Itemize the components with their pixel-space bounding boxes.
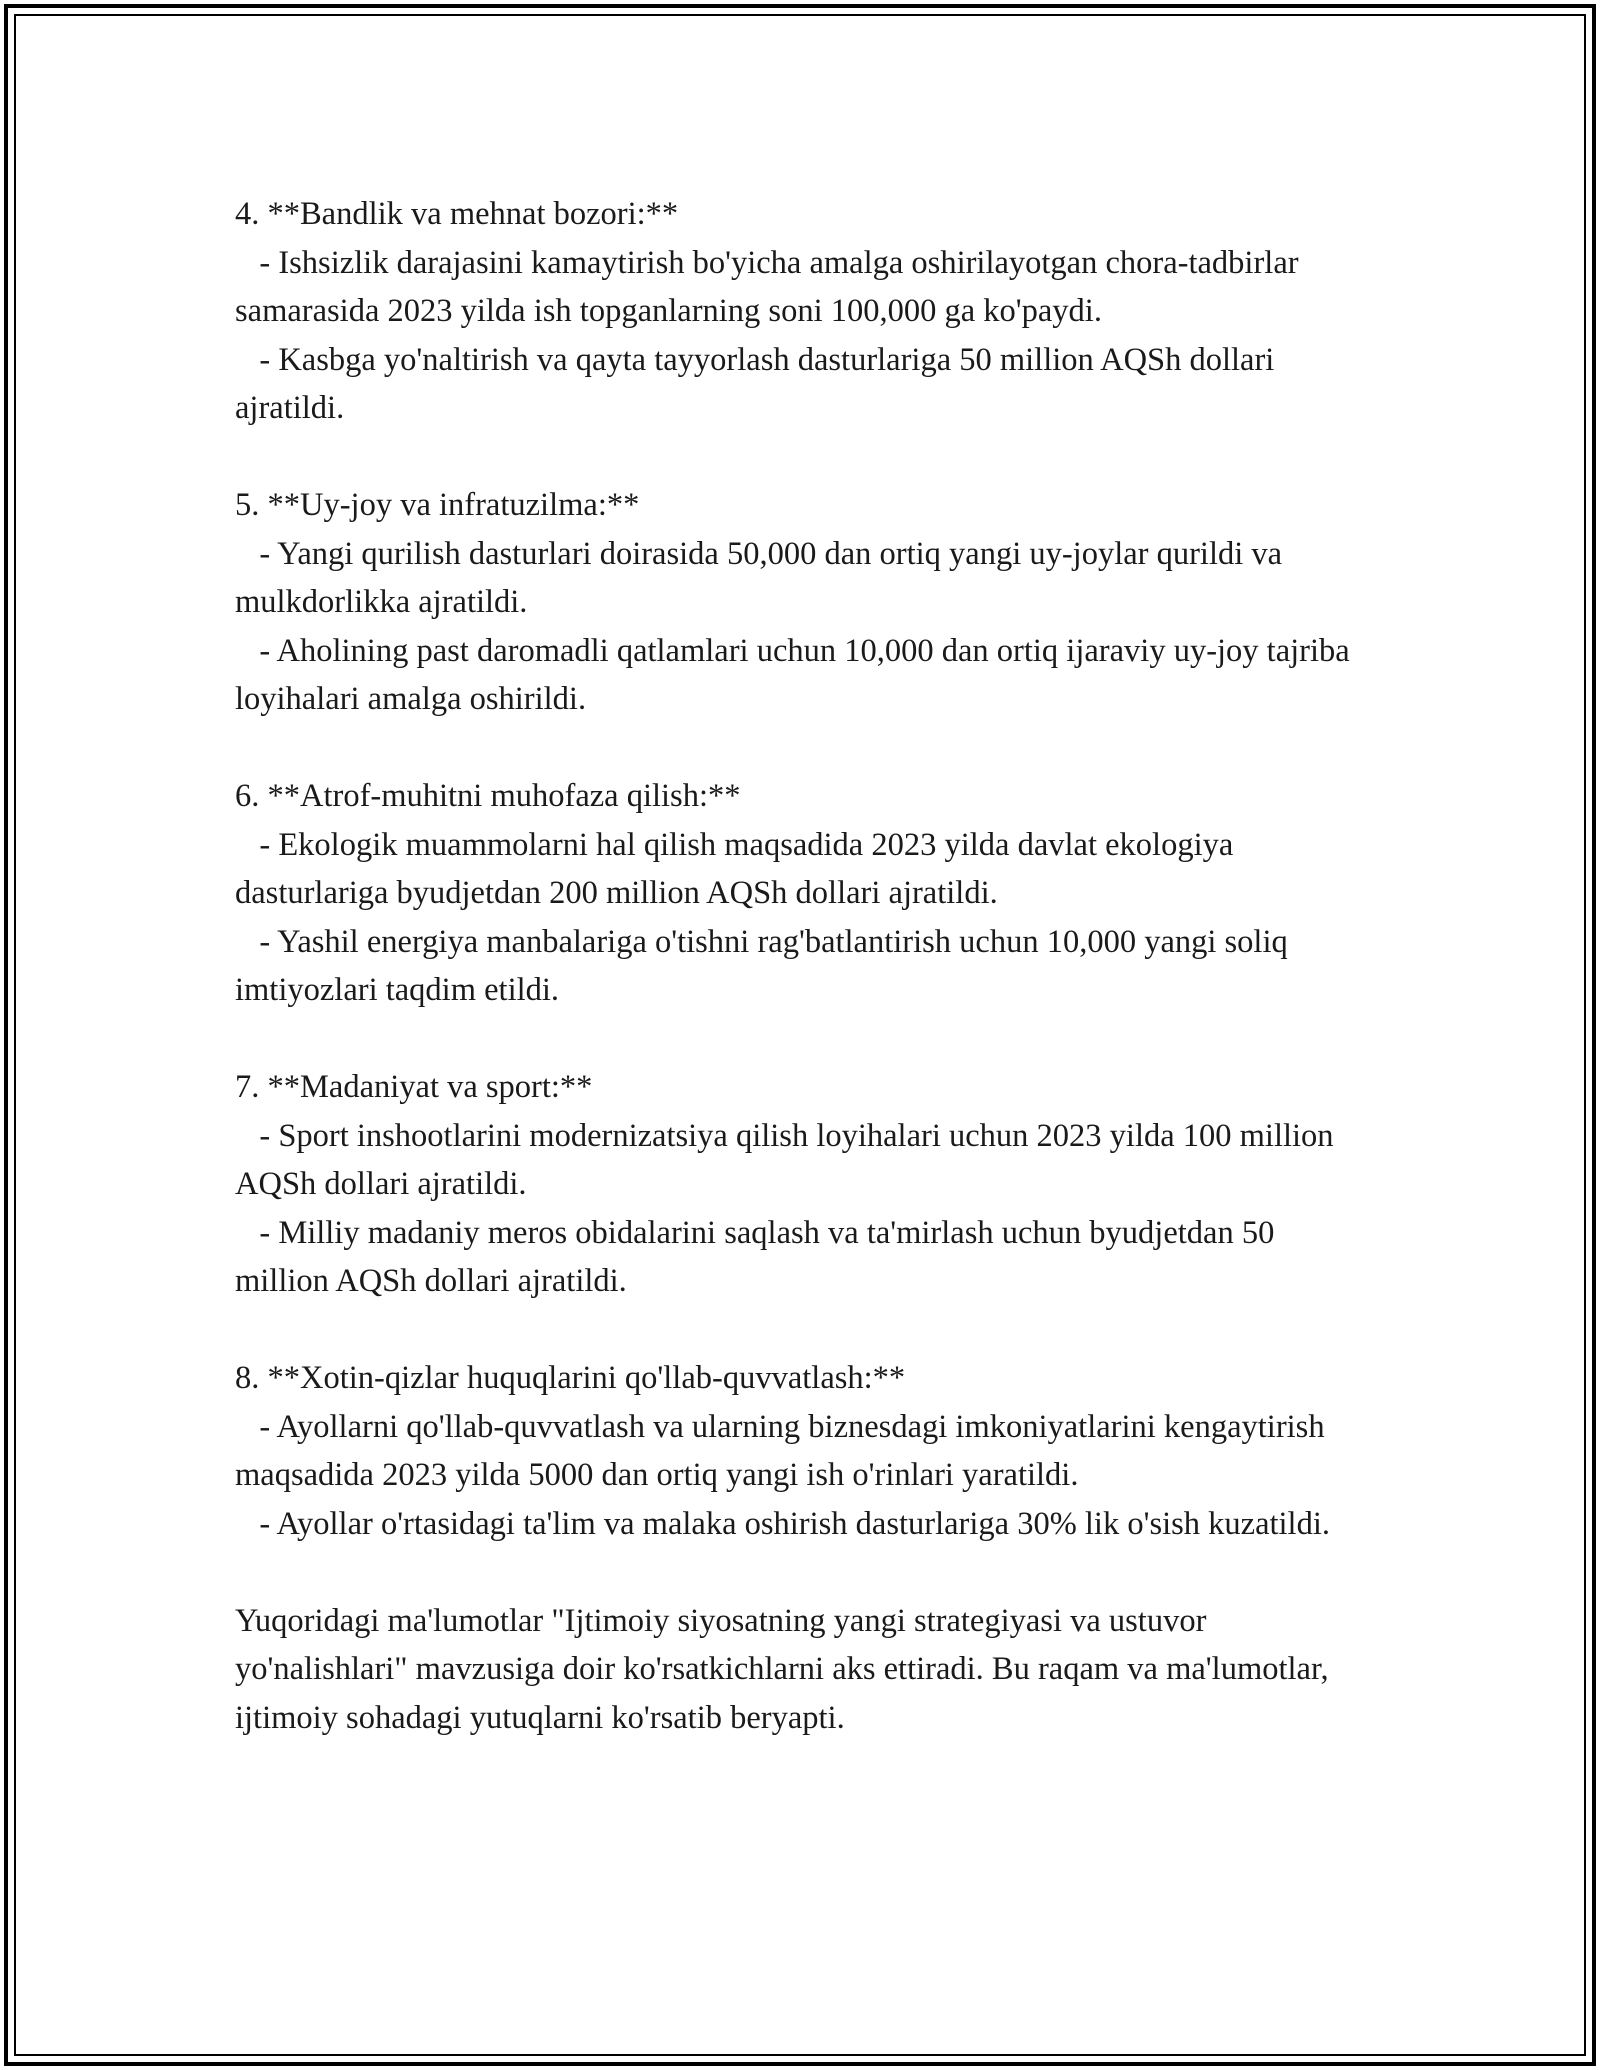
document-body — [235, 190, 1365, 1742]
section-title: 6. **Atrof-muhitni muhofaza qilish:** — [235, 778, 741, 814]
bullet-item: - Ekologik muammolarni hal qilish maqsadida 2023 yilda davlat ekologiya dasturlariga byudjetdan 200 million AQSh dollari ajratildi. — [235, 826, 1234, 911]
section-title: 8. **Xotin-qizlar huquqlarini qo'llab-quvvatlash:** — [235, 1360, 906, 1396]
bullet-item: - Sport inshootlarini modernizatsiya qilish loyihalari uchun 2023 yilda 100 million AQSh dollari ajratildi. — [235, 1117, 1334, 1202]
bullet-item: - Kasbga yo'naltirish va qayta tayyorlash dasturlariga 50 million AQSh dollari ajratildi. — [235, 341, 1275, 426]
bullet-item: - Yashil energiya manbalariga o'tishni rag'batlantirish uchun 10,000 yangi soliq imtiyozlari taqdim etildi. — [235, 923, 1288, 1008]
section-title: 4. **Bandlik va mehnat bozori:** — [235, 196, 679, 232]
section-culture-sport — [235, 1063, 1365, 1306]
section-housing — [235, 481, 1365, 724]
bullet-item: - Ayollarni qo'llab-quvvatlash va ularning biznesdagi imkoniyatlarini kengaytirish maqsadida 2023 yilda 5000 dan ortiq yangi ish o'rinlari yaratildi. — [235, 1408, 1325, 1493]
section-environment — [235, 772, 1365, 1015]
bullet-item: - Aholining past daromadli qatlamlari uchun 10,000 dan ortiq ijaraviy uy-joy tajriba loyihalari amalga oshirildi. — [235, 632, 1350, 717]
section-employment — [235, 190, 1365, 433]
bullet-item: - Yangi qurilish dasturlari doirasida 50,000 dan ortiq yangi uy-joylar qurildi va mulkdorlikka ajratildi. — [235, 535, 1283, 620]
section-title: 7. **Madaniyat va sport:** — [235, 1069, 593, 1105]
bullet-item: - Ishsizlik darajasini kamaytirish bo'yicha amalga oshirilayotgan chora-tadbirlar samarasida 2023 yilda ish topganlarning soni 100,000 ga ko'paydi. — [235, 244, 1299, 329]
closing-paragraph: Yuqoridagi ma'lumotlar "Ijtimoiy siyosatning yangi strategiyasi va ustuvor yo'nalishlari" mavzusiga doir ko'rsatkichlarni aks ettiradi. Bu raqam va ma'lumotlar, ijtimoiy sohadagi yutuqlarni ko'rsatib beryapti. — [235, 1602, 1329, 1736]
bullet-item: - Ayollar o'rtasidagi ta'lim va malaka oshirish dasturlariga 30% lik o'sish kuzatildi. — [259, 1505, 1330, 1542]
section-title: 5. **Uy-joy va infratuzilma:** — [235, 487, 640, 523]
bullet-item: - Milliy madaniy meros obidalarini saqlash va ta'mirlash uchun byudjetdan 50 million AQSh dollari ajratildi. — [235, 1214, 1275, 1299]
section-women-rights — [235, 1354, 1365, 1548]
